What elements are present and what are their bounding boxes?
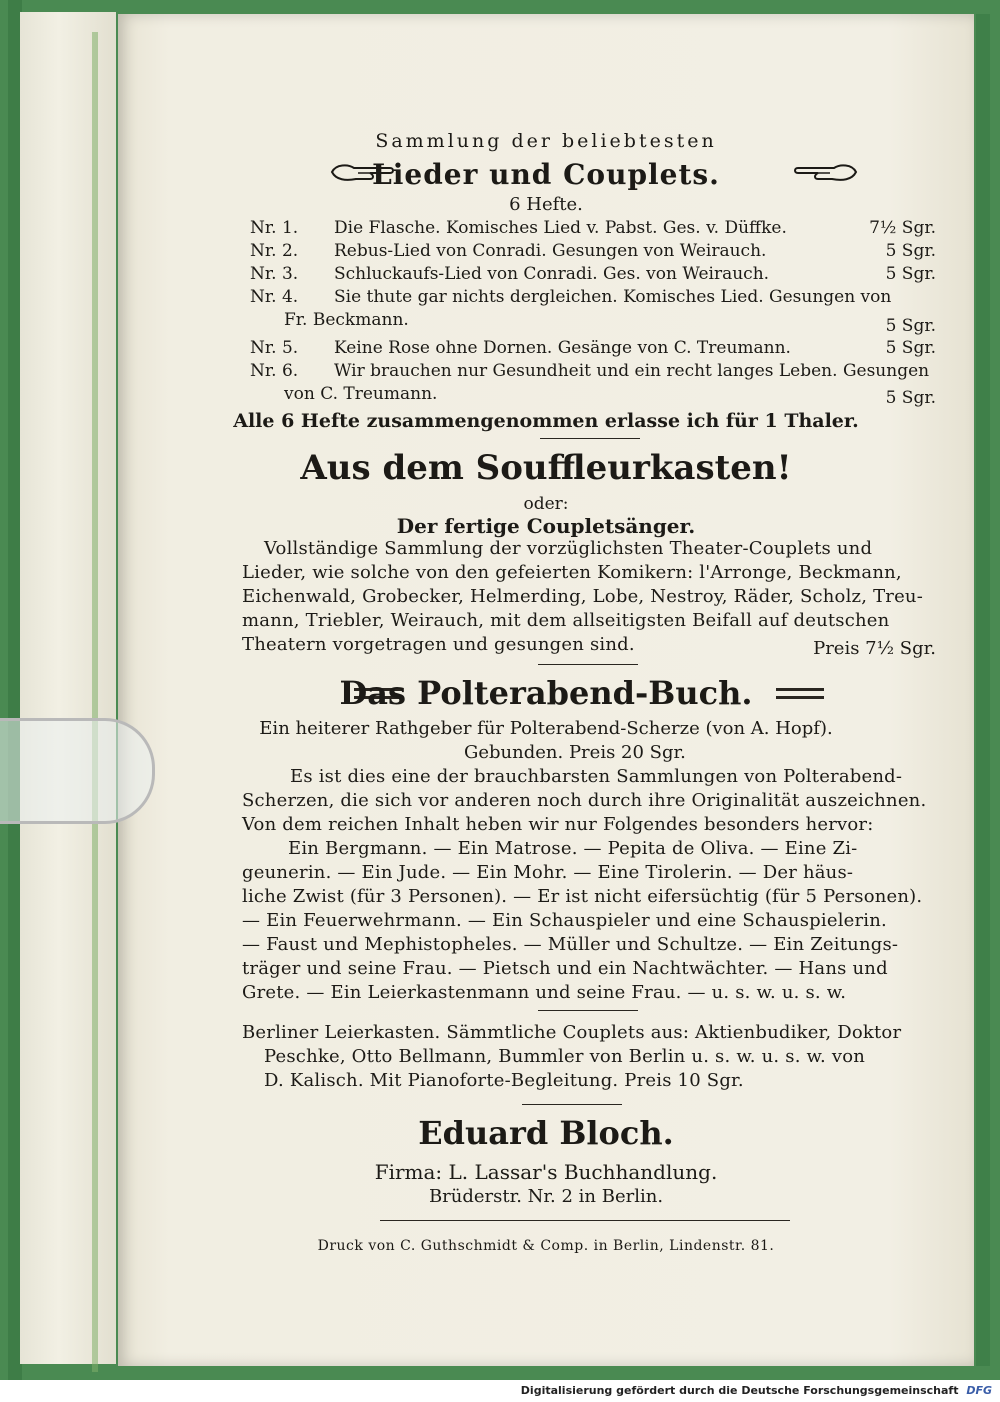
paragraph-line: Ein Bergmann. — Ein Matrose. — Pepita de Oliva. — Eine Zi- <box>288 838 858 859</box>
dfg-logo: DFG <box>966 1384 992 1397</box>
souffleur-price: Preis 7½ Sgr. <box>813 638 936 659</box>
divider <box>540 438 640 439</box>
paragraph-line: Grete. — Ein Leierkastenmann und seine Frau. — u. s. w. u. s. w. <box>242 982 847 1003</box>
paragraph-line: — Ein Feuerwehrmann. — Ein Schauspieler und eine Schauspielerin. <box>242 910 887 931</box>
paragraph-line: mann, Triebler, Weirauch, mit dem allseitigsten Beifall auf deutschen <box>242 610 890 631</box>
list-item: Nr. 5. Keine Rose ohne Dornen. Gesänge von C. Treumann. 5 Sgr. <box>250 338 936 358</box>
paragraph-line: liche Zwist (für 3 Personen). — Er ist nicht eifersüchtig (für 5 Personen). <box>242 886 923 907</box>
list-item: Nr. 4. Sie thute gar nichts dergleichen. Komisches Lied. Gesungen von <box>250 287 892 307</box>
coupletsaenger-title: Der fertige Coupletsänger. <box>396 514 696 538</box>
printer-imprint: Druck von C. Guthschmidt & Comp. in Berlin, Lindenstr. 81. <box>317 1238 775 1254</box>
gebunden-price: Gebunden. Preis 20 Sgr. <box>464 742 686 763</box>
paragraph-line: Scherzen, die sich vor anderen noch durch ihre Originalität auszeichnen. <box>242 790 927 811</box>
divider <box>538 664 638 665</box>
paragraph-line: Es ist dies eine der brauchbarsten Sammlungen von Polterabend- <box>290 766 903 787</box>
publisher-address: Brüderstr. Nr. 2 in Berlin. <box>428 1186 664 1207</box>
souffleur-title: Aus dem Souffleurkasten! <box>300 448 792 488</box>
paragraph-line: träger und seine Frau. — Pietsch und ein Nachtwächter. — Hans und <box>242 958 888 979</box>
list-item: Nr. 1. Die Flasche. Komisches Lied v. Pabst. Ges. v. Düffke. 7½ Sgr. <box>250 218 936 238</box>
hefte-count: 6 Hefte. <box>509 194 583 215</box>
polterabend-subtitle: Ein heiterer Rathgeber für Polterabend-Scherze (von A. Hopf). <box>259 718 833 739</box>
double-rule-right <box>776 688 824 691</box>
divider <box>538 1010 638 1011</box>
list-item: Nr. 3. Schluckaufs-Lied von Conradi. Ges. von Weirauch. 5 Sgr. <box>250 264 936 284</box>
divider <box>380 1220 790 1221</box>
list-item-price: 5 Sgr. <box>885 388 936 408</box>
page-leaves <box>20 12 116 1364</box>
alle-offer: Alle 6 Hefte zusammengenommen erlasse ich für 1 Thaler. <box>233 410 859 432</box>
paragraph-line: — Faust und Mephistopheles. — Müller und Schultze. — Ein Zeitungs- <box>242 934 899 955</box>
list-item: Nr. 6. Wir brauchen nur Gesundheit und ein recht langes Leben. Gesungen <box>250 361 930 381</box>
divider <box>522 1104 622 1105</box>
publisher-firm: Firma: L. Lassar's Buchhandlung. <box>374 1160 718 1184</box>
book-page <box>118 14 974 1366</box>
list-item-price: 5 Sgr. <box>885 316 936 336</box>
pointing-hand-icon <box>792 160 858 184</box>
page-clip <box>0 718 155 824</box>
publisher-name: Eduard Bloch. <box>418 1114 674 1152</box>
list-item: Nr. 2. Rebus-Lied von Conradi. Gesungen von Weirauch. 5 Sgr. <box>250 241 936 261</box>
paragraph-line: Vollständige Sammlung der vorzüglichsten Theater-Couplets und <box>264 538 873 559</box>
leierkasten-line: D. Kalisch. Mit Pianoforte-Begleitung. Preis 10 Sgr. <box>264 1070 744 1091</box>
sammlung-title: Sammlung der beliebtesten <box>375 130 717 152</box>
leierkasten-line: Berliner Leierkasten. Sämmtliche Couplets aus: Aktienbudiker, Doktor <box>242 1022 902 1043</box>
oder-text: oder: <box>523 494 569 514</box>
paragraph-line: Von dem reichen Inhalt heben wir nur Folgendes besonders hervor: <box>242 814 874 835</box>
paragraph-line: geunerin. — Ein Jude. — Ein Mohr. — Eine Tirolerin. — Der häus- <box>242 862 854 883</box>
footer-credit: Digitalisierung gefördert durch die Deutsche Forschungsgemeinschaft DFG <box>520 1384 992 1397</box>
cover-edge <box>976 14 990 1366</box>
paragraph-line: Eichenwald, Grobecker, Helmerding, Lobe, Nestroy, Räder, Scholz, Treu- <box>242 586 924 607</box>
lieder-title: Lieder und Couplets. <box>372 158 720 191</box>
paragraph-line: Lieder, wie solche von den gefeierten Komikern: l'Arronge, Beckmann, <box>242 562 902 583</box>
list-item-continuation: Fr. Beckmann. <box>284 310 409 330</box>
paragraph-line: Theatern vorgetragen und gesungen sind. <box>242 634 635 655</box>
polterabend-title: Das Polterabend-Buch. <box>339 674 753 712</box>
list-item-continuation: von C. Treumann. <box>284 384 438 404</box>
leierkasten-line: Peschke, Otto Bellmann, Bummler von Berlin u. s. w. u. s. w. von <box>264 1046 866 1067</box>
